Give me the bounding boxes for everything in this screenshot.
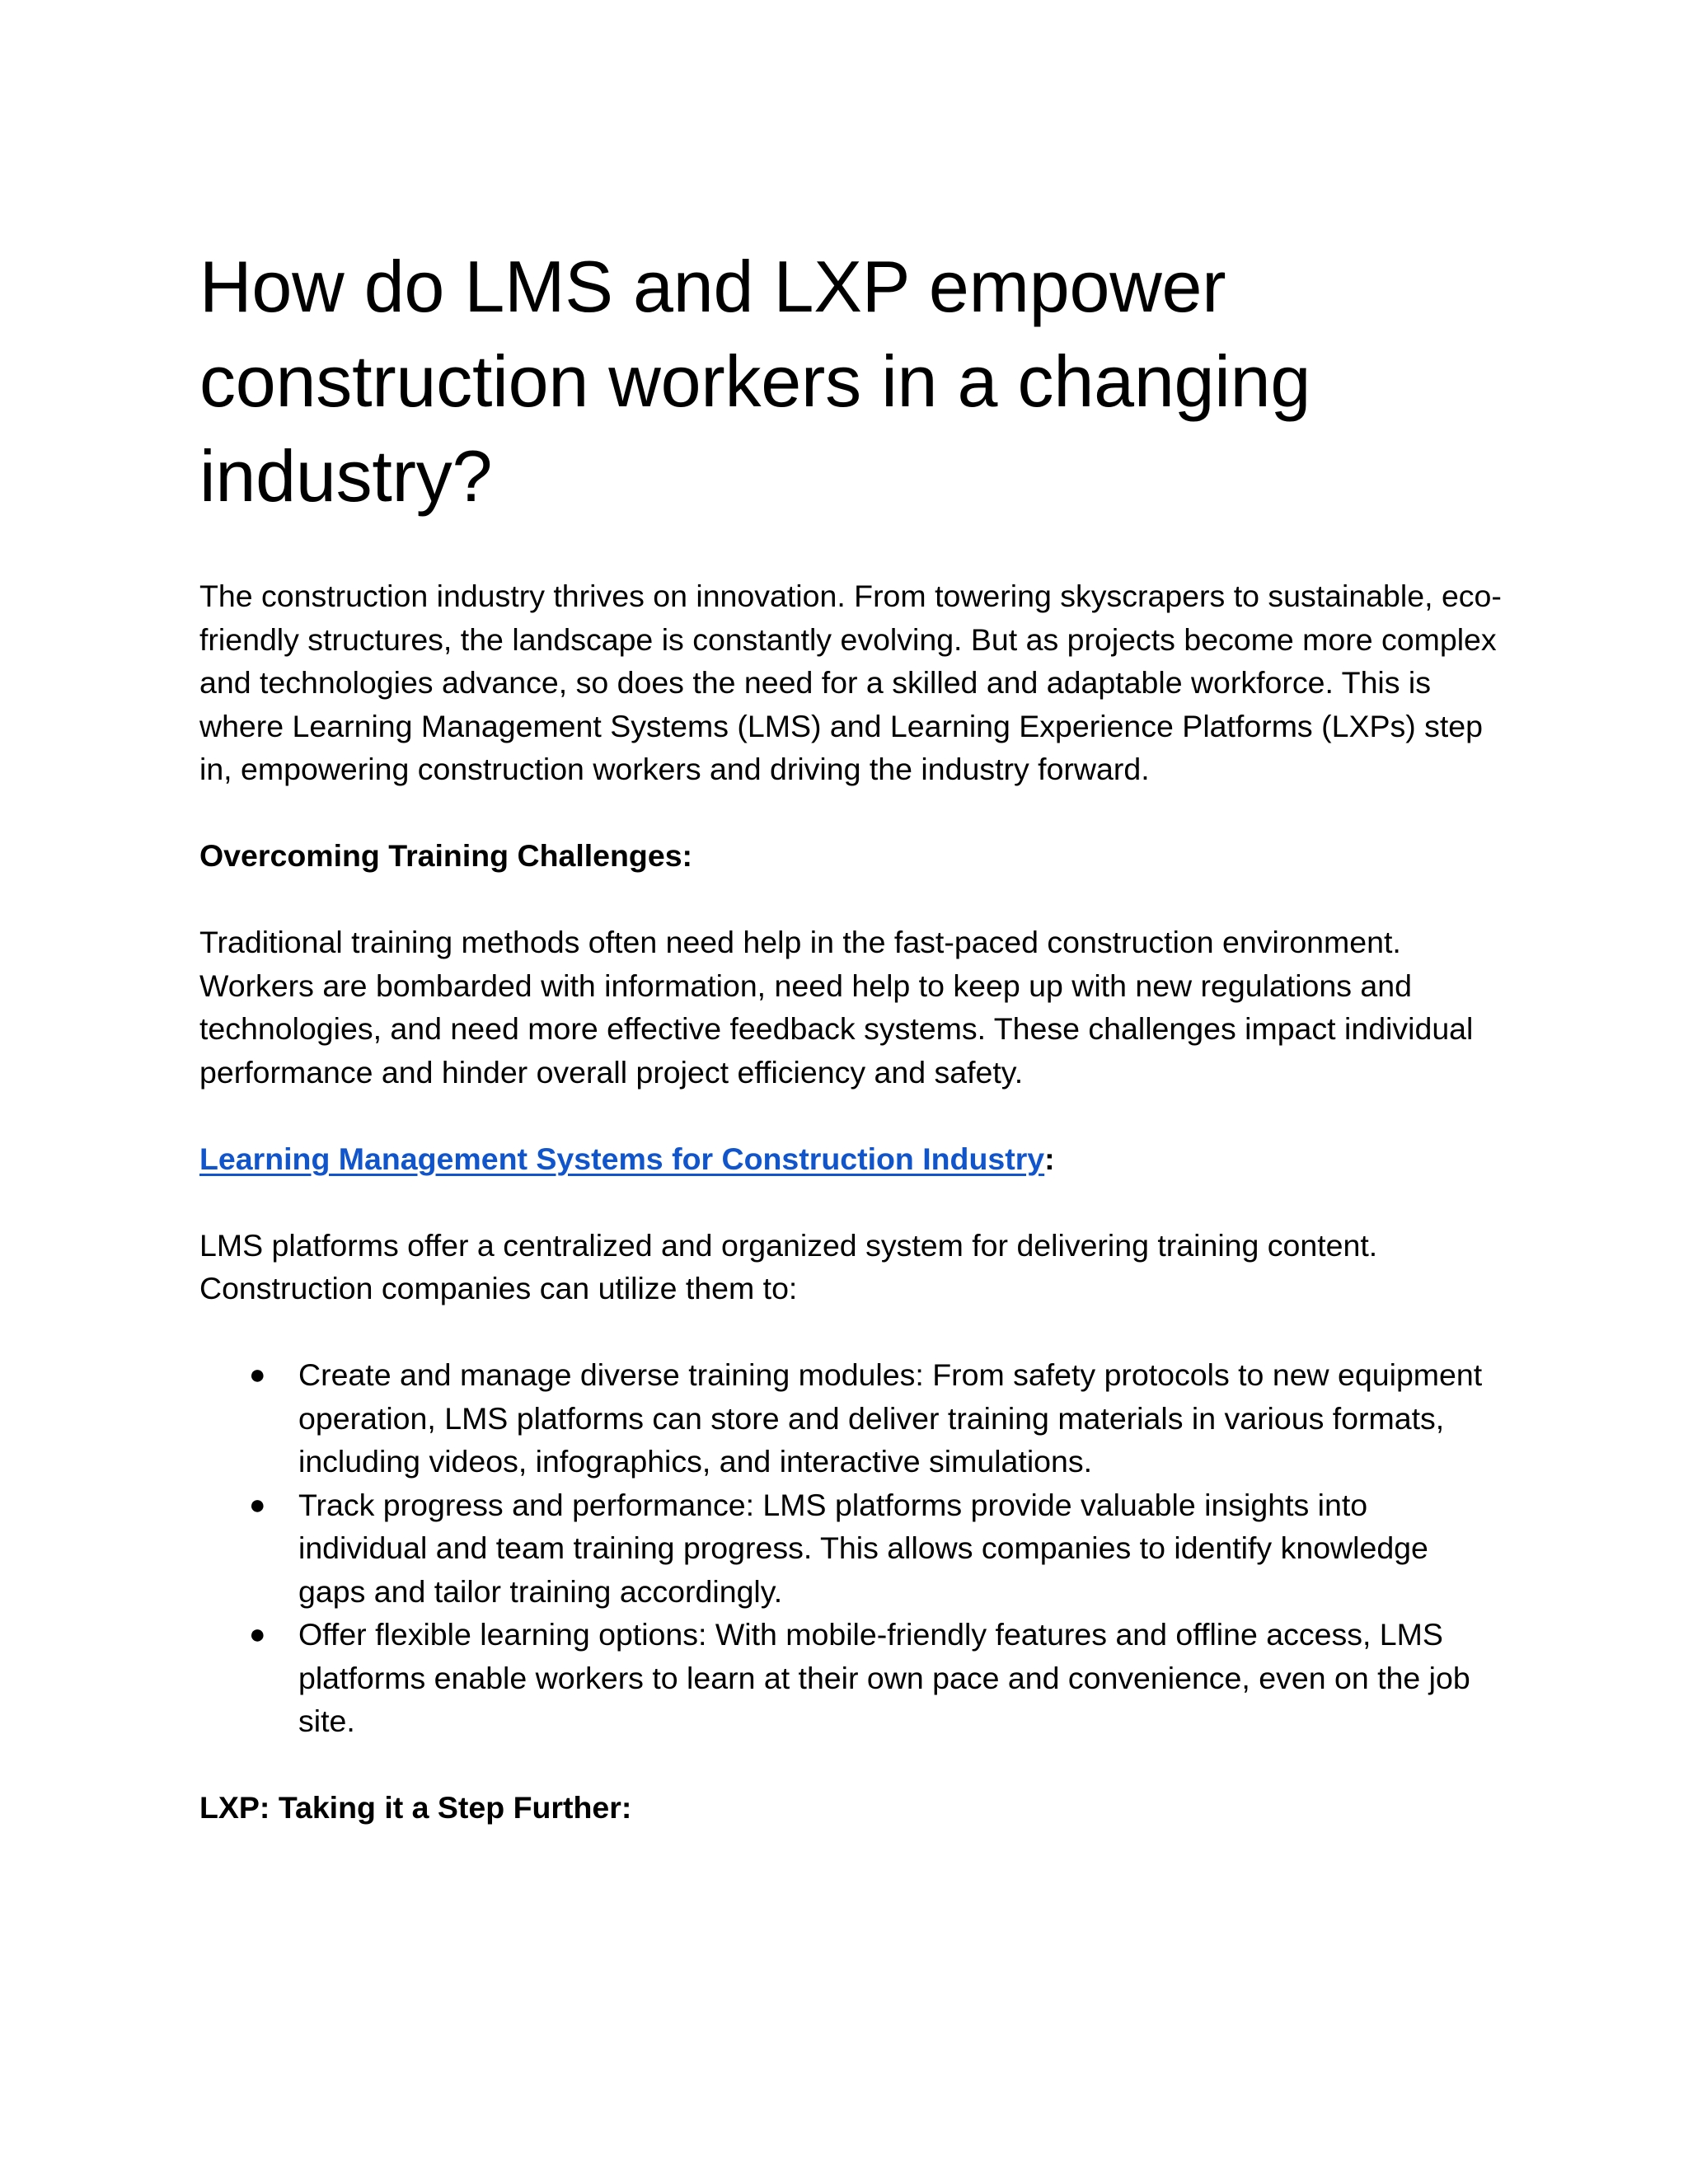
- list-item: [199, 1613, 1502, 1743]
- section-heading-lxp: LXP: Taking it a Step Further:: [199, 1790, 632, 1825]
- section-heading-training-challenges: Overcoming Training Challenges:: [199, 838, 693, 873]
- document-title: How do LMS and LXP empower construction workers in a changing industry?: [199, 246, 1311, 517]
- list-item: [199, 1483, 1502, 1614]
- list-item: [199, 1353, 1502, 1483]
- training-challenges-paragraph: Traditional training methods often need help in the fast-paced construction environment. Workers are bombarded with information, need help to keep up with new regulations and technologies, and need more effective feedback systems. These challenges impact individual performance and hinder overall project efficiency and safety.: [199, 925, 1474, 1090]
- lms-heading-suffix: :: [1044, 1141, 1055, 1176]
- list-item-text: Create and manage diverse training modules: From safety protocols to new equipment operation, LMS platforms can store and deliver training materials in various formats, including videos, infographics, and interactive simulations.: [298, 1357, 1483, 1479]
- bullet-icon: ●: [249, 1619, 266, 1650]
- list-item-text: Track progress and performance: LMS platforms provide valuable insights into individual and team training progress. This allows companies to identify knowledge gaps and tailor training accordingly.: [298, 1487, 1428, 1609]
- bullet-icon: ●: [249, 1488, 266, 1521]
- list-item-text: Offer flexible learning options: With mobile-friendly features and offline access, LMS platforms enable workers to learn at their own pace and convenience, even on the job site.: [298, 1617, 1470, 1738]
- section-heading-lms: [199, 1137, 1502, 1181]
- lms-construction-link[interactable]: Learning Management Systems for Construction Industry: [199, 1141, 1045, 1176]
- document-body: [199, 239, 1502, 1830]
- intro-paragraph: The construction industry thrives on innovation. From towering skyscrapers to sustainable, eco-friendly structures, the landscape is constantly evolving. But as projects become more complex and technologies advance, so does the need for a skilled and adaptable workforce. This is where Learning Management Systems (LMS) and Learning Experience Platforms (LXPs) step in, empowering construction workers and driving the industry forward.: [199, 579, 1502, 786]
- lms-paragraph: LMS platforms offer a centralized and organized system for delivering training content. Construction companies can utilize them to:: [199, 1227, 1378, 1305]
- bullet-icon: ●: [249, 1359, 266, 1390]
- lms-benefits-list: [199, 1353, 1502, 1743]
